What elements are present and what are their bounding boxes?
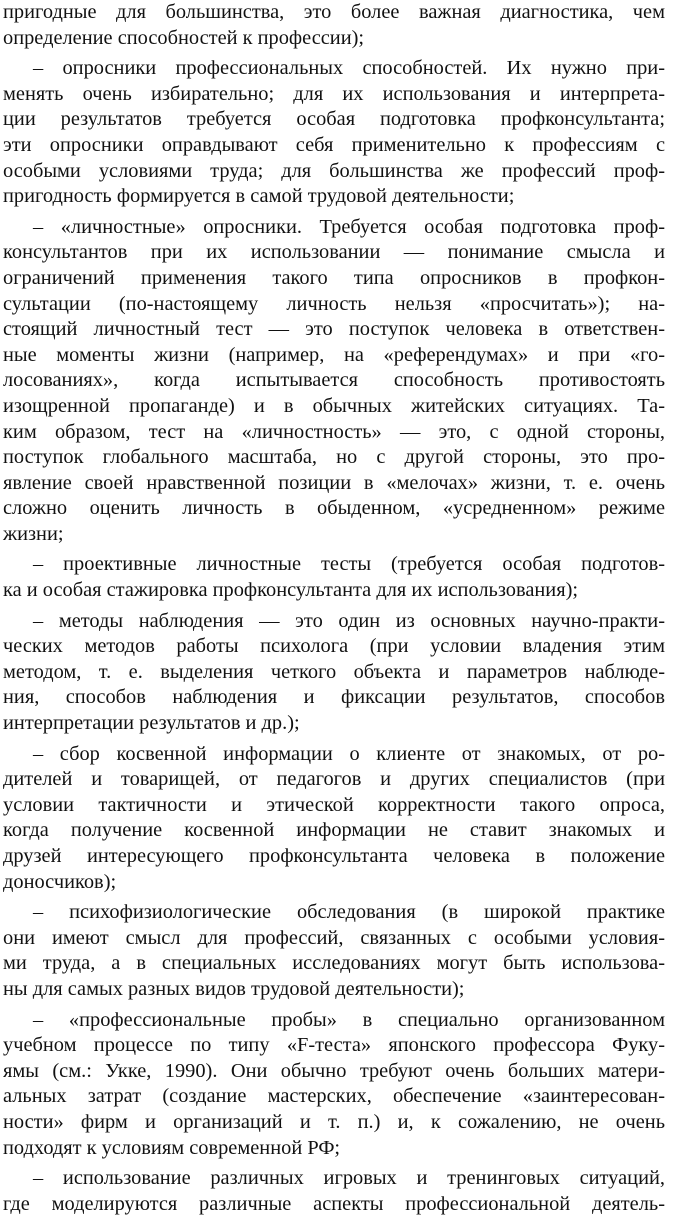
text-line: альных затрат (создание мастерских, обеспечение «заинтересован-	[3, 1085, 665, 1108]
text-line: методом, т. е. выделения четкого объекта и параметров наблюде-	[3, 660, 665, 683]
text-line: пригодные для большинства, это более важная диагностика, чем	[3, 1, 665, 23]
text-line: где моделируются различные аспекты профессиональной деятель-	[3, 1192, 665, 1215]
text-line: ности» фирм и организаций и т. п.) и, к сожалению, не очень	[3, 1110, 665, 1133]
text-line: ные моменты жизни (например, на «референдумах» и при «го-	[3, 343, 665, 366]
text-line: они имеют смысл для профессий, связанных с особыми условия-	[3, 926, 665, 949]
text-line: – «профессиональные пробы» в специально организованном	[33, 1008, 665, 1031]
text-line: ны для самых разных видов трудовой деятельности);	[3, 977, 465, 1000]
text-line: сультации (по-настоящему личность нельзя «просчитать»); на-	[3, 292, 665, 315]
text-line: ции результатов требуется особая подготовка профконсультанта;	[3, 108, 665, 131]
text-line: ния, способов наблюдения и фиксации результатов, способов	[3, 686, 665, 709]
paragraph	[3, 1166, 665, 1217]
text-line: сложно оценить личность в обыденном, «усредненном» режиме	[3, 497, 665, 520]
paragraph	[3, 552, 665, 603]
text-line: – проективные личностные тесты (требуется особая подготов-	[33, 553, 665, 576]
text-line: менять очень избирательно; для их использования и интерпрета-	[3, 82, 665, 105]
text-line: – использование различных игровых и тренинговых ситуаций,	[33, 1167, 665, 1190]
text-line: – «личностные» опросники. Требуется особая подготовка проф-	[33, 215, 665, 238]
text-line: поступок глобального масштаба, но с другой стороны, это про-	[3, 446, 665, 469]
text-line: условии тактичности и этической корректности такого опроса,	[3, 793, 665, 816]
text-line: особыми условиями труда; для большинства же профессий проф-	[3, 159, 665, 182]
text-line: явление своей нравственной позиции в «мелочах» жизни, т. е. очень	[3, 471, 665, 494]
paragraph	[3, 742, 665, 896]
paragraph	[3, 900, 665, 1002]
text-line: изощренной пропаганде) и в обычных житейских ситуациях. Та-	[3, 394, 665, 417]
text-line: доносчиков);	[3, 870, 117, 893]
text-line: эти опросники оправдывают себя применительно к профессиям с	[3, 133, 665, 156]
text-line: – опросники профессиональных способностей. Их нужно при-	[33, 57, 665, 80]
paragraph	[3, 609, 665, 737]
text-line: учебном процессе по типу «F-теста» японского профессора Фуку-	[3, 1034, 665, 1057]
text-line: лосованиях», когда испытывается способность противостоять	[3, 369, 665, 392]
text-line: пригодность формируется в самой трудовой деятельности;	[3, 185, 515, 208]
text-line: жизни;	[3, 522, 64, 545]
text-line: определение способностей к профессии);	[3, 26, 365, 49]
paragraph	[3, 215, 665, 548]
text-line: ми труда, а в специальных исследованиях могут быть использова-	[3, 952, 665, 975]
text-line: стоящий личностный тест — это поступок человека в ответствен-	[3, 318, 665, 341]
text-line: интерпретации результатов и др.);	[3, 712, 300, 735]
text-line: – методы наблюдения — это один из основных научно-практи-	[33, 609, 665, 632]
text-line: ограничений применения такого типа опросников в профкон-	[3, 266, 665, 289]
text-line: друзей интересующего профконсультанта человека в положение	[3, 845, 665, 867]
paragraph	[3, 0, 665, 51]
text-line: консультантов при их использовании — понимание смысла и	[3, 241, 665, 264]
document-page	[3, 0, 665, 1217]
text-line: – психофизиологические обследования (в широкой практике	[33, 901, 665, 924]
text-line: – сбор косвенной информации о клиенте от знакомых, от ро-	[33, 742, 665, 765]
text-line: ка и особая стажировка профконсультанта для их использования);	[3, 579, 579, 602]
paragraph	[3, 1008, 665, 1162]
paragraph	[3, 56, 665, 210]
text-line: ким образом, тест на «личностность» — это, с одной стороны,	[3, 420, 665, 443]
text-line: ямы (см.: Укке, 1990). Они обычно требуют очень больших матери-	[3, 1059, 665, 1082]
text-line: когда получение косвенной информации не ставит знакомых и	[3, 819, 665, 842]
text-line: ческих методов работы психолога (при условии владения этим	[3, 635, 665, 658]
text-line: дителей и товарищей, от педагогов и других специалистов (при	[3, 768, 665, 791]
text-line: подходят к условиям современной РФ;	[3, 1136, 341, 1159]
